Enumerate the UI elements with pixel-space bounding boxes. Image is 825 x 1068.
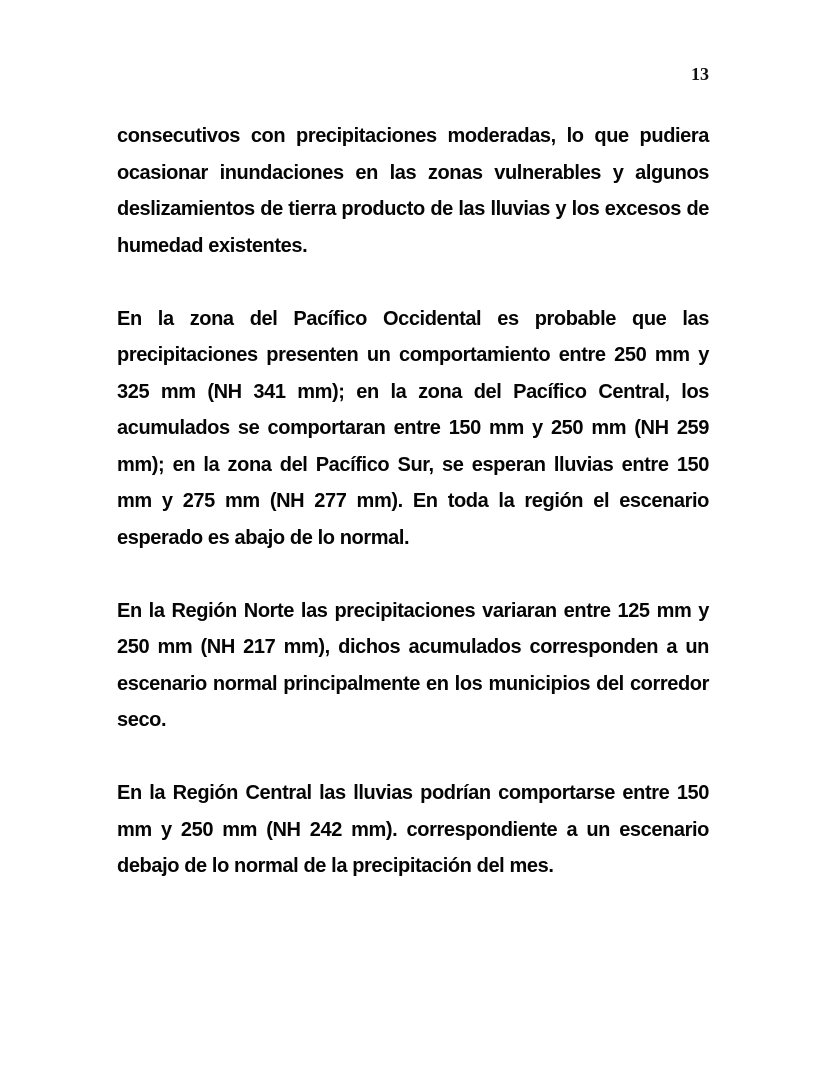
page-number: 13 [691,64,709,84]
paragraph-zona-pacifico: En la zona del Pacífico Occidental es probable que las precipitaciones presenten un comportamiento entre 250 mm y 325 mm (NH 341 mm); en la zona del Pacífico Central, los acumulados se comportaran entre 150 mm y 250 mm (NH 259 mm); en la zona del Pacífico Sur, se esperan lluvias entre 150 mm y 275 mm (NH 277 mm). En toda la región el escenario esperado es abajo de lo normal. [117,307,709,549]
document-body [117,118,709,885]
paragraph-region-central: En la Región Central las lluvias podrían comportarse entre 150 mm y 250 mm (NH 242 mm). correspondiente a un escenario debajo de lo normal de la precipitación del mes. [117,782,709,877]
paragraph-region-norte: En la Región Norte las precipitaciones variaran entre 125 mm y 250 mm (NH 217 mm), dichos acumulados corresponden a un escenario normal principalmente en los municipios del corredor seco. [117,599,709,731]
paragraph-intro-lluvias: consecutivos con precipitaciones moderadas, lo que pudiera ocasionar inundaciones en las zonas vulnerables y algunos deslizamientos de tierra producto de las lluvias y los excesos de humedad existentes. [117,125,709,257]
